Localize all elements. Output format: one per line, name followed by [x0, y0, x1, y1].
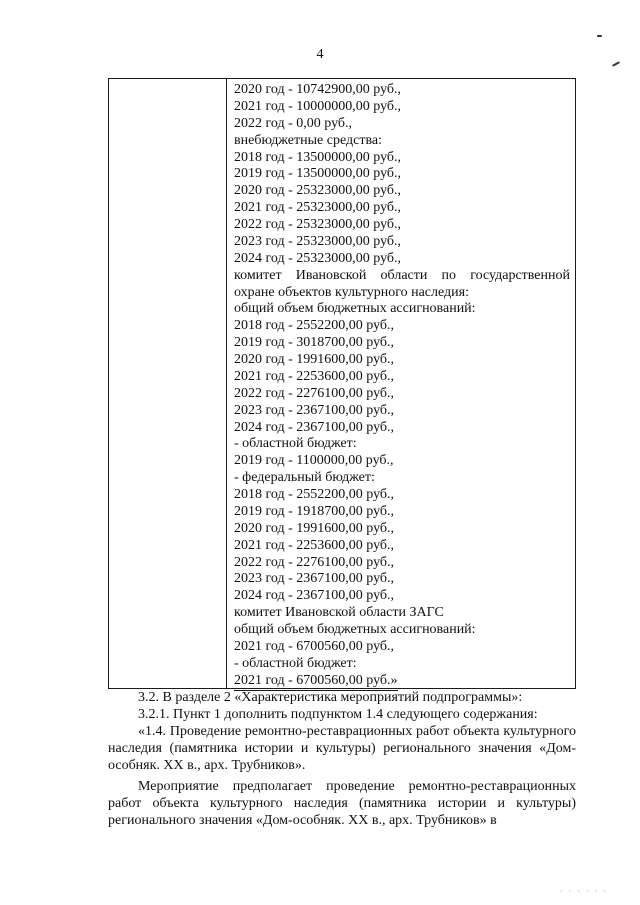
table-line: 2024 год - 25323000,00 руб., — [234, 250, 402, 266]
table-line: 2020 год - 25323000,00 руб., — [234, 183, 402, 199]
table-line: комитет Ивановской области по государственной — [234, 267, 570, 283]
table-line: 2021 год - 2253600,00 руб., — [234, 537, 395, 553]
paragraph-measure-description: Мероприятие предполагает проведение ремонтно-реставрационных работ объекта культурного наследия (памятника истории и культуры) регионального значения «Дом-особняк. XX в., арх. Трубников» в — [108, 779, 576, 828]
table-line: 2021 год - 6700560,00 руб., — [234, 638, 395, 654]
table-line: 2022 год - 25323000,00 руб., — [234, 217, 402, 232]
table-line: - областной бюджет: — [234, 655, 357, 671]
table-line: 2023 год - 2367100,00 руб., — [234, 571, 395, 587]
scan-footer-marks: · · · · · · — [560, 887, 608, 896]
table-line: 2021 год - 25323000,00 руб., — [234, 200, 402, 216]
table-line: 2020 год - 1991600,00 руб., — [234, 520, 395, 536]
table-line: 2023 год - 2367100,00 руб., — [234, 402, 395, 418]
table-line: комитет Ивановской области ЗАГС — [234, 605, 444, 621]
table-line: охране объектов культурного наследия: — [234, 284, 469, 300]
table-line: 2021 год - 10000000,00 руб., — [234, 98, 402, 114]
table-line: 2018 год - 2552200,00 руб., — [234, 487, 395, 502]
table-line: 2019 год - 3018700,00 руб., — [234, 335, 395, 351]
table-line: 2023 год - 25323000,00 руб., — [234, 233, 402, 249]
table-line: 2024 год - 2367100,00 руб., — [234, 588, 395, 604]
paragraph-3-2-1: 3.2.1. Пункт 1 дополнить подпунктом 1.4 следующего содержания: — [138, 707, 538, 722]
paragraph-1-4: «1.4. Проведение ремонтно-реставрационных работ объекта культурного наследия (памятника истории и культуры) регионального значения «Дом-особняк. XX в., арх. Трубников». — [108, 724, 576, 773]
table-line: 2018 год - 2552200,00 руб., — [234, 318, 395, 334]
table-line: 2019 год - 1100000,00 руб., — [234, 453, 394, 469]
table-line: - федеральный бюджет: — [234, 470, 375, 486]
table-line: общий объем бюджетных ассигнований: — [234, 301, 476, 317]
table-line: 2022 год - 0,00 руб., — [234, 115, 353, 131]
table-line: 2019 год - 1918700,00 руб., — [234, 503, 395, 519]
table-column-divider — [226, 79, 227, 688]
table-line: внебюджетные средства: — [234, 132, 382, 148]
scan-speck-top — [597, 35, 602, 37]
page-number: 4 — [316, 47, 324, 62]
paragraph-3-2: 3.2. В разделе 2 «Характеристика мероприятий подпрограммы»: — [138, 690, 523, 705]
table-line-closing: 2021 год - 6700560,00 руб.» — [234, 673, 398, 691]
table-line: 2022 год - 2276100,00 руб., — [234, 385, 395, 401]
budget-table — [108, 78, 576, 689]
table-line: 2019 год - 13500000,00 руб., — [234, 166, 402, 182]
table-line: - областной бюджет: — [234, 436, 357, 452]
table-line: 2021 год - 2253600,00 руб., — [234, 368, 395, 384]
table-line: 2018 год - 13500000,00 руб., — [234, 149, 402, 165]
table-line: 2022 год - 2276100,00 руб., — [234, 554, 395, 570]
table-line: общий объем бюджетных ассигнований: — [234, 622, 476, 637]
table-line: 2020 год - 10742900,00 руб., — [234, 82, 402, 97]
table-line: 2020 год - 1991600,00 руб., — [234, 352, 395, 367]
body-text — [108, 689, 576, 829]
table-right-cell — [234, 82, 570, 691]
table-line: 2024 год - 2367100,00 руб., — [234, 419, 395, 435]
